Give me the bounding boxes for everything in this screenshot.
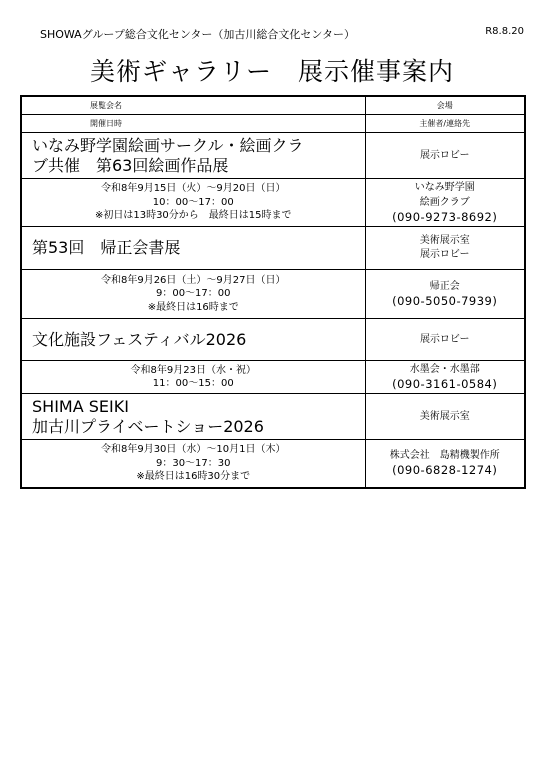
- event-name-line: ブ共催 第63回絵画作品展: [32, 155, 229, 175]
- event-name-line: SHIMA SEIKI: [32, 396, 129, 416]
- event-venue: [365, 227, 525, 270]
- event-dates: [21, 270, 365, 319]
- organizer-line: 株式会社 島精機製作所: [389, 450, 500, 462]
- event-row-name: [21, 394, 525, 440]
- header-dates: 開催日時: [21, 115, 365, 133]
- event-organizer: [365, 440, 525, 488]
- event-date-line: 令和8年9月26日（土）～9月27日（日）: [100, 274, 286, 286]
- event-name: [21, 319, 365, 361]
- event-time-line: 10：00～17：00: [152, 196, 234, 208]
- organizer-phone: (090-3161-0584): [392, 377, 498, 391]
- organizer-line: 水墨会・水墨部: [409, 364, 480, 375]
- event-time-line: 9：00～17：00: [155, 288, 231, 300]
- event-venue-line: 展示ロビー: [419, 249, 470, 260]
- event-row-details: [21, 270, 525, 319]
- event-row-details: [21, 179, 525, 227]
- organization-name: SHOWAグループ総合文化センター（加古川総合文化センター）: [40, 28, 355, 41]
- event-time-line: 9：30～17：30: [155, 457, 231, 469]
- document-date: R8.8.20: [485, 26, 524, 37]
- event-name-line: 文化施設フェスティバル2026: [32, 329, 247, 349]
- organizer-line: 帰正会: [429, 281, 460, 292]
- header-row-2: [21, 115, 525, 133]
- event-organizer: [365, 179, 525, 227]
- event-venue-line: 美術展示室: [419, 410, 470, 422]
- organizer-phone: (090-6828-1274): [392, 463, 498, 478]
- event-date-line: 令和8年9月15日（火）～9月20日（日）: [100, 183, 286, 195]
- event-date-line: 令和8年9月23日（水・祝）: [130, 364, 256, 376]
- event-row-name: [21, 227, 525, 270]
- event-dates: [21, 179, 365, 227]
- event-venue: [365, 133, 525, 179]
- event-row-details: [21, 361, 525, 394]
- event-venue: [365, 394, 525, 440]
- event-venue-line: 美術展示室: [419, 235, 470, 246]
- event-row-details: [21, 440, 525, 488]
- event-name: [21, 133, 365, 179]
- event-venue-line: 展示ロビー: [419, 333, 470, 345]
- header-venue: 会場: [365, 96, 525, 115]
- event-note-line: ※最終日は16時30分まで: [136, 471, 251, 482]
- event-row-name: [21, 133, 525, 179]
- event-schedule-table: [20, 95, 526, 489]
- event-row-name: [21, 319, 525, 361]
- header-row-1: [21, 96, 525, 115]
- event-organizer: [365, 361, 525, 394]
- event-date-line: 令和8年9月30日（水）～10月1日（木）: [100, 444, 286, 455]
- organizer-line: 絵画クラブ: [419, 197, 470, 208]
- event-note-line: ※初日は13時30分から 最終日は15時まで: [94, 210, 292, 222]
- page-title: 美術ギャラリー 展示催事案内: [89, 57, 454, 86]
- event-name-line: 加古川プライベートショー2026: [32, 416, 264, 436]
- event-dates: [21, 440, 365, 488]
- event-name: [21, 394, 365, 440]
- header-organizer: 主催者/連絡先: [365, 115, 525, 133]
- event-name-line: 第53回 帰正会書展: [32, 238, 181, 257]
- organizer-phone: (090-9273-8692): [392, 210, 498, 224]
- organizer-phone: (090-5050-7939): [392, 294, 498, 308]
- event-name-line: いなみ野学園絵画サークル・絵画クラ: [32, 135, 304, 155]
- event-time-line: 11：00～15：00: [152, 378, 234, 389]
- organizer-line: いなみ野学園: [414, 182, 475, 193]
- event-name: [21, 227, 365, 270]
- event-organizer: [365, 270, 525, 319]
- event-venue: [365, 319, 525, 361]
- event-dates: [21, 361, 365, 394]
- event-venue-line: 展示ロビー: [419, 149, 470, 161]
- header-name: 展覧会名: [21, 96, 365, 115]
- event-note-line: ※最終日は16時まで: [147, 301, 239, 313]
